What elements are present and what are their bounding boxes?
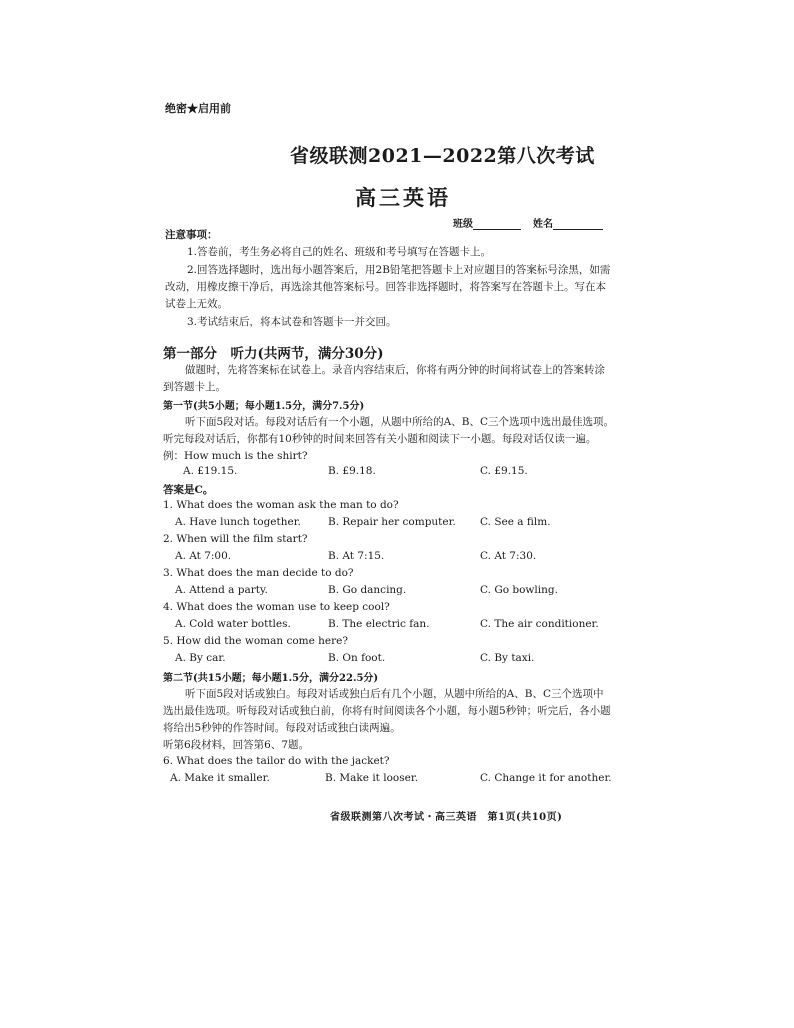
name-blank <box>553 219 603 230</box>
question-5-option-a: A. By car. <box>175 652 226 664</box>
question-4-option-c: C. The air conditioner. <box>480 618 599 630</box>
notice-item-3: 3.考试结束后，将本试卷和答题卡一并交回。 <box>187 316 397 328</box>
section1-heading: 第一节(共5小题；每小题1.5分，满分7.5分) <box>163 401 365 412</box>
name-label: 姓名 <box>533 219 553 230</box>
secret-mark: 绝密★启用前 <box>165 102 231 115</box>
example-answer: 答案是C。 <box>163 484 214 496</box>
question-5-option-b: B. On foot. <box>328 652 386 664</box>
question-3: 3. What does the man decide to do? <box>163 567 354 579</box>
question-1: 1. What does the woman ask the man to do? <box>163 499 399 511</box>
question-6-option-b: B. Make it looser. <box>325 772 419 784</box>
notice-item-2-line-3: 试卷上无效。 <box>165 298 228 310</box>
section2-material: 听第6段材料，回答第6、7题。 <box>163 739 310 751</box>
section2-heading: 第二节(共15小题；每小题1.5分，满分22.5分) <box>163 673 379 684</box>
section1-instr-line-2: 听完每段对话后，你都有10秒钟的时间来回答有关小题和阅读下一小题。每段对话仅读一遍。 <box>163 433 597 445</box>
question-1-option-a: A. Have lunch together. <box>175 516 301 528</box>
question-1-option-b: B. Repair her computer. <box>328 516 456 528</box>
class-blank <box>473 219 521 230</box>
part1-heading: 第一部分 听力(共两节，满分30分) <box>163 346 384 362</box>
question-1-option-c: C. See a film. <box>480 516 551 528</box>
question-3-option-b: B. Go dancing. <box>328 584 407 596</box>
example-option-c: C. £9.15. <box>480 465 528 477</box>
page-footer: 省级联测第八次考试・高三英语 第1页(共10页) <box>330 812 563 823</box>
exam-title: 省级联测2021—2022第八次考试 <box>290 145 595 167</box>
question-4-option-a: A. Cold water bottles. <box>175 618 291 630</box>
example-option-a: A. £19.15. <box>183 465 238 477</box>
question-3-option-c: C. Go bowling. <box>480 584 558 596</box>
question-4-option-b: B. The electric fan. <box>328 618 430 630</box>
notice-heading: 注意事项： <box>165 229 218 241</box>
question-4: 4. What does the woman use to keep cool? <box>163 601 390 613</box>
class-field <box>453 215 521 230</box>
question-5-option-c: C. By taxi. <box>480 652 535 664</box>
example-question: 例：How much is the shirt? <box>163 450 308 462</box>
notice-item-1: 1.答卷前，考生务必将自己的姓名、班级和考号填写在答题卡上。 <box>187 246 492 258</box>
name-field <box>533 215 603 230</box>
question-2-option-a: A. At 7:00. <box>175 550 232 562</box>
notice-item-2-line-1: 2.回答选择题时，选出每小题答案后，用2B铅笔把答题卡上对应题目的答案标号涂黑，如需 <box>187 264 611 276</box>
question-6: 6. What does the tailor do with the jacket? <box>163 755 390 767</box>
class-label: 班级 <box>453 219 473 230</box>
question-5: 5. How did the woman come here? <box>163 635 349 647</box>
example-option-b: B. £9.18. <box>328 465 376 477</box>
part1-intro-line-2: 到答题卡上。 <box>163 381 226 393</box>
section2-instr-line-2: 选出最佳选项。听每段对话或独白前，你将有时间阅读各个小题，每小题5秒钟；听完后，各小题 <box>163 705 611 717</box>
exam-subtitle: 高三英语 <box>355 185 451 210</box>
question-3-option-a: A. Attend a party. <box>175 584 268 596</box>
question-2-option-c: C. At 7:30. <box>480 550 537 562</box>
section2-instr-line-1: 听下面5段对话或独白。每段对话或独白后有几个小题，从题中所给的A、B、C三个选项中 <box>185 688 604 700</box>
notice-item-2-line-2: 改动，用橡皮擦干净后，再选涂其他答案标号。回答非选择题时，将答案写在答题卡上。写在本 <box>165 281 606 293</box>
section1-instr-line-1: 听下面5段对话。每段对话后有一个小题，从题中所给的A、B、C三个选项中选出最佳选项。 <box>185 416 615 428</box>
question-2-option-b: B. At 7:15. <box>328 550 385 562</box>
question-2: 2. When will the film start? <box>163 533 308 545</box>
section2-instr-line-3: 将给出5秒钟的作答时间。每段对话或独白读两遍。 <box>163 722 401 734</box>
question-6-option-a: A. Make it smaller. <box>170 772 270 784</box>
part1-intro-line-1: 做题时，先将答案标在试卷上。录音内容结束后，你将有两分钟的时间将试卷上的答案转涂 <box>185 364 605 376</box>
question-6-option-c: C. Change it for another. <box>480 772 612 784</box>
